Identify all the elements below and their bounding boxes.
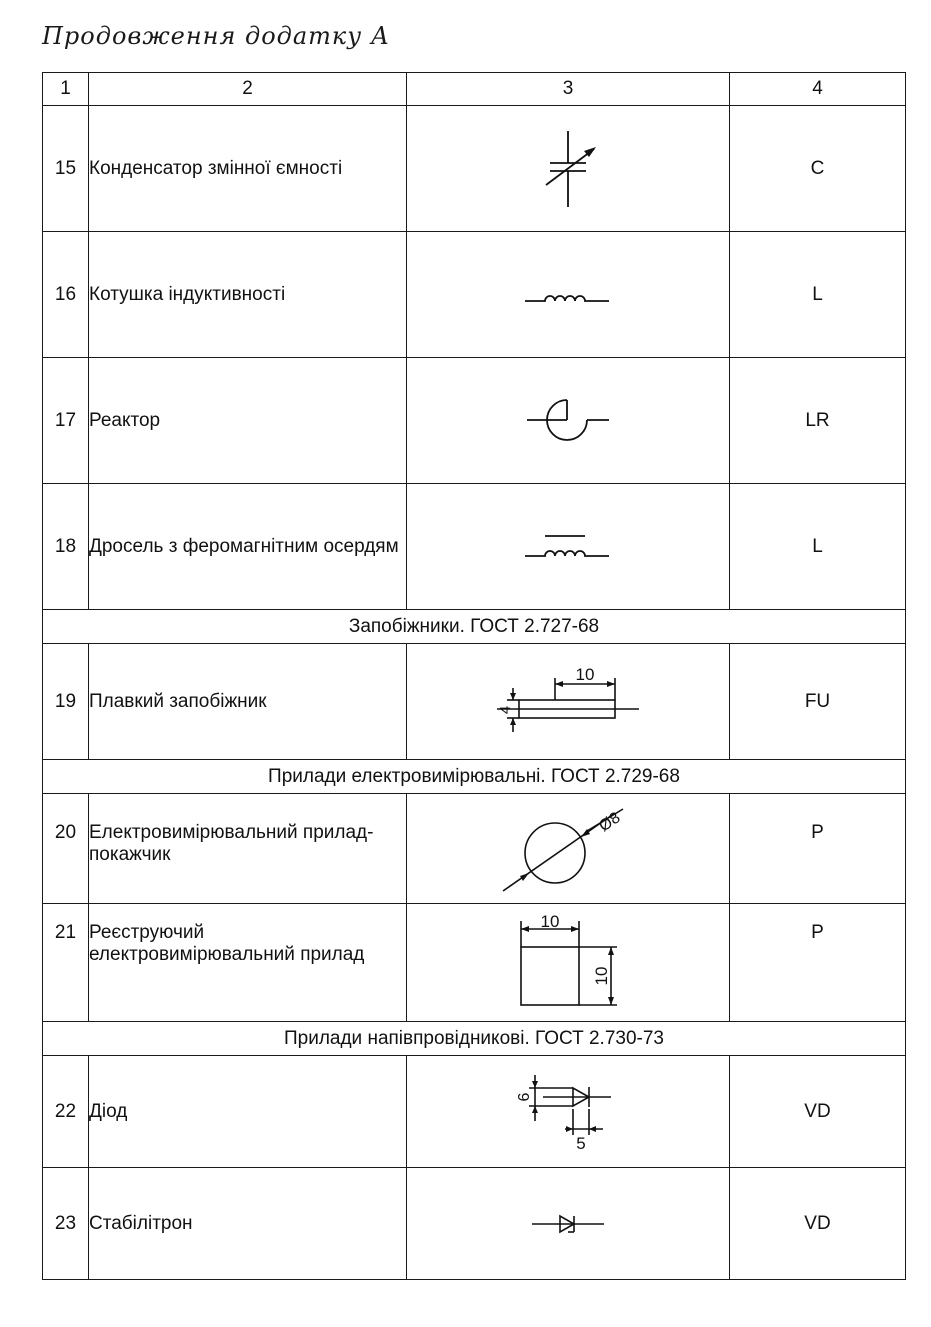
- row-symbol: [407, 794, 730, 904]
- row-code: L: [730, 232, 906, 358]
- table-row: [43, 644, 906, 760]
- recorder-height-label: 10: [592, 966, 611, 985]
- section-header: Запобіжники. ГОСТ 2.727-68: [43, 610, 906, 644]
- table-row: [43, 106, 906, 232]
- row-code: LR: [730, 358, 906, 484]
- row-name: Реєструючий електровимірювальний прилад: [89, 904, 407, 1022]
- reactor-icon: [525, 396, 611, 446]
- row-number: 16: [43, 232, 89, 358]
- fuse-height-label: 4: [497, 705, 514, 714]
- row-symbol: [407, 106, 730, 232]
- table-row: [43, 232, 906, 358]
- row-symbol: [407, 1056, 730, 1168]
- row-name: Дросель з феромагнітним осердям: [89, 484, 407, 610]
- row-code: FU: [730, 644, 906, 760]
- row-number: 20: [43, 794, 89, 904]
- section-row: [43, 610, 906, 644]
- row-code: C: [730, 106, 906, 232]
- table-row: [43, 484, 906, 610]
- header-col-3: 3: [407, 73, 730, 106]
- page-caption: Продовження додатку А: [42, 22, 390, 50]
- recorder-width-label: 10: [540, 911, 560, 931]
- row-name: Електровимірювальний прилад-покажчик: [89, 794, 407, 904]
- row-name: Реактор: [89, 358, 407, 484]
- header-col-4: 4: [730, 73, 906, 106]
- row-symbol: [407, 484, 730, 610]
- variable-capacitor-icon: [528, 127, 608, 211]
- row-code: P: [730, 904, 906, 1022]
- table-row: [43, 794, 906, 904]
- symbols-table: [42, 72, 906, 1280]
- ferromagnetic-choke-icon: [523, 532, 613, 562]
- recording-meter-icon: [503, 911, 633, 1015]
- section-header: Прилади електровимірювальні. ГОСТ 2.729-68: [43, 760, 906, 794]
- row-number: 17: [43, 358, 89, 484]
- row-name: Котушка індуктивності: [89, 232, 407, 358]
- diode-icon: [503, 1069, 633, 1155]
- row-symbol: [407, 232, 730, 358]
- diode-width-label: 5: [576, 1133, 586, 1153]
- inductor-coil-icon: [523, 283, 613, 307]
- row-symbol: [407, 644, 730, 760]
- row-name: Плавкий запобіжник: [89, 644, 407, 760]
- row-symbol: [407, 1168, 730, 1280]
- row-number: 19: [43, 644, 89, 760]
- fuse-length-label: 10: [575, 664, 595, 684]
- row-code: L: [730, 484, 906, 610]
- row-number: 23: [43, 1168, 89, 1280]
- table-header-row: [43, 73, 906, 106]
- row-code: VD: [730, 1168, 906, 1280]
- table-row: [43, 904, 906, 1022]
- row-number: 22: [43, 1056, 89, 1168]
- row-code: P: [730, 794, 906, 904]
- table-row: [43, 1168, 906, 1280]
- header-col-2: 2: [89, 73, 407, 106]
- row-number: 15: [43, 106, 89, 232]
- fuse-icon: [493, 662, 643, 742]
- section-row: [43, 1022, 906, 1056]
- row-symbol: [407, 358, 730, 484]
- table-row: [43, 1056, 906, 1168]
- row-name: Конденсатор змінної ємності: [89, 106, 407, 232]
- section-row: [43, 760, 906, 794]
- section-header: Прилади напівпровідникові. ГОСТ 2.730-73: [43, 1022, 906, 1056]
- row-code: VD: [730, 1056, 906, 1168]
- row-name: Стабілітрон: [89, 1168, 407, 1280]
- row-symbol: [407, 904, 730, 1022]
- header-col-1: 1: [43, 73, 89, 106]
- row-name: Діод: [89, 1056, 407, 1168]
- row-number: 21: [43, 904, 89, 1022]
- zener-diode-icon: [528, 1210, 608, 1238]
- meter-diameter-label: Ø8: [596, 808, 624, 835]
- diode-height-label: 6: [516, 1092, 533, 1101]
- indicating-meter-icon: [493, 801, 643, 897]
- row-number: 18: [43, 484, 89, 610]
- table-row: [43, 358, 906, 484]
